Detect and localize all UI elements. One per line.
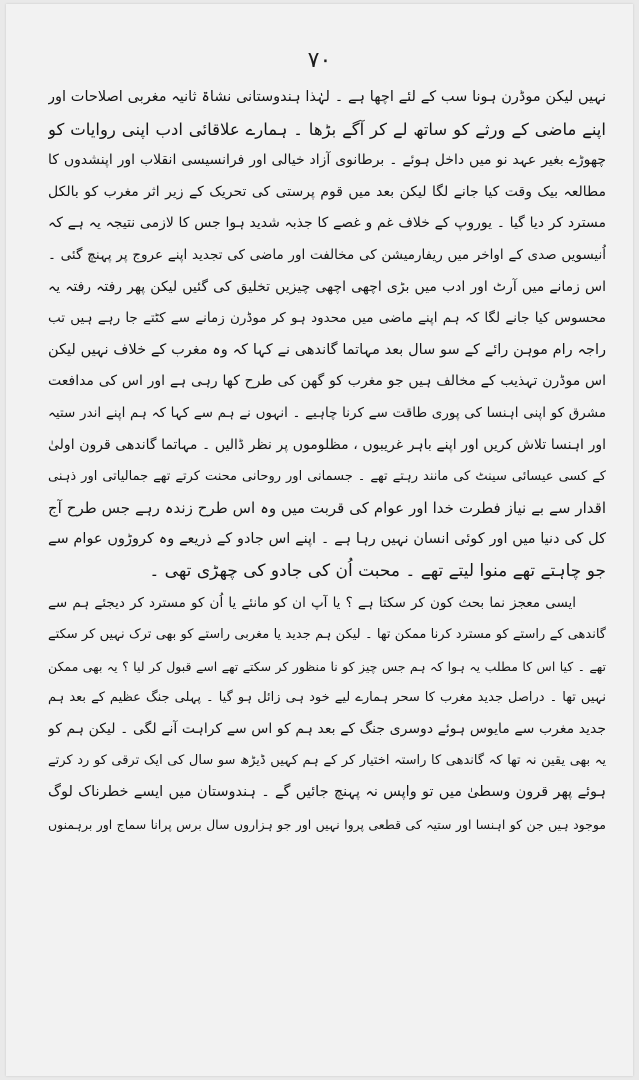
text-line: چھوڑے بغیر عہد نو میں داخل ہوئے ۔ برطانوی آزاد خیالی اور فرانسیسی انقلاب اور اپنشدوں کا [48, 152, 606, 169]
text-line: کل کی دنیا میں اور کوئی انسان نہیں رہا ہے ۔ اپنے اس جادو کے ذریعے وہ کروڑوں عوام سے [48, 531, 606, 548]
text-line: مشرق کو اپنی اہنسا کی پوری طاقت سے کرنا چاہیے ۔ انہوں نے ہم سے کہا کہ ہم اپنے اندر ستیہ [48, 404, 606, 421]
paragraph-2 [48, 588, 606, 841]
text-line: اور اہنسا تلاش کریں اور اپنے باہر غریبوں ، مظلوموں پر نظر ڈالیں ۔ مہاتما گاندھی قرون اولیٰ [48, 436, 606, 453]
text-line: محسوس کیا جانے لگا کہ ہم اپنے ماضی میں محدود ہو کر موڈرن زمانے سے کٹتے جا رہے ہیں تب [48, 310, 606, 327]
text-line: جدید مغرب سے مایوس ہوئے دوسری جنگ کے بعد ہم کو اس سے کراہت آنے لگی ۔ لیکن ہم کو [48, 720, 606, 737]
text-line: اپنے ماضی کے ورثے کو ساتھ لے کر آگے بڑھا ۔ ہمارے علاقائی ادب اپنی روایات کو [48, 119, 606, 139]
text-line: راجہ رام موہن رائے کے سو سال بعد مہاتما گاندھی نے کہا کہ وہ مغرب کے خلاف نہیں لیکن [48, 341, 606, 358]
text-line: ہوئے پھر قرون وسطیٰ میں تو واپس نہ پہنچ جائیں گے ۔ ہندوستان میں ایسے خطرناک لوگ [48, 784, 606, 801]
text-line: کے کسی عیسائی سینٹ کی مانند رہتے تھے ۔ جسمانی اور روحانی محنت کرتے تھے جمالیاتی اور ذہنی [48, 469, 606, 485]
text-line: موجود ہیں جن کو اہنسا اور ستیہ کی قطعی پروا نہیں اور جو ہزاروں سال برس پرانا سماج اور برہمنوں [48, 816, 606, 832]
body-text [48, 82, 606, 840]
page-number: ۷۰ [307, 48, 332, 73]
text-line: ایسی معجز نما بحث کون کر سکتا ہے ؟ یا آپ ان کو مانئے یا اُن کو مسترد کر دیجئے ہم سے [48, 594, 576, 611]
text-line: اس زمانے میں آرٹ اور ادب میں بڑی اچھی اچھی چیزیں تخلیق کی گئیں لیکن پھر رفتہ رفتہ یہ [48, 278, 606, 295]
text-line: مسترد کر دیا گیا ۔ یوروپ کے خلاف غم و غصے کا جذبہ شدید ہوا جس کا لازمی نتیجہ یہ ہے کہ [48, 215, 606, 232]
text-line: مطالعہ بیک وقت کیا جانے لگا لیکن بعد میں قوم پرستی کی تحریک کے زیر اثر مغرب کو بالکل [48, 183, 606, 200]
text-line: نہیں لیکن موڈرن ہونا سب کے لئے اچھا ہے ۔ لہٰذا ہندوستانی نشاۃ ثانیہ مغربی اصلاحات اور [48, 89, 606, 105]
text-line: یہ بھی یقین نہ تھا کہ گاندھی کا راستہ اختیار کر کے ہم کہیں ڈیڑھ سو سال کی ایک ترقی کو رد کرتے [48, 753, 606, 769]
text-line: تھے ۔ کیا اس کا مطلب یہ ہوا کہ ہم جس چیز کو نا منظور کر سکتے تھے اسے قبول کر لیا ؟ یہ بھی ممکن [48, 658, 606, 674]
text-line: اُنیسویں صدی کے اواخر میں ریفارمیشن کی مخالفت اور ماضی کی تجدید اپنے عروج پر پہنچ گئی ۔ [48, 246, 606, 263]
text-line: اقدار سے بے نیاز فطرت خدا اور عوام کی قربت میں وہ اس طرح زندہ رہے جس طرح آج [48, 498, 606, 517]
paragraph-1 [48, 82, 606, 588]
text-line: نہیں تھا ۔ دراصل جدید مغرب کا سحر ہمارے لیے خود ہی زائل ہو گیا ۔ پہلی جنگ عظیم کے بعد ہم [48, 690, 606, 706]
text-line: گاندھی کے راستے کو مسترد کرنا ممکن تھا ۔ لیکن ہم جدید یا مغربی راستے کو بھی ترک نہیں کر سکتے [48, 627, 606, 643]
book-page [6, 4, 633, 1076]
text-line: اس موڈرن تہذیب کے مخالف ہیں جو مغرب کو گھن کی طرح کھا رہی ہے اور اس کی مدافعت [48, 373, 606, 390]
text-line: جو چاہتے تھے منوا لیتے تھے ۔ محبت اُن کی جادو کی چھڑی تھی ۔ [149, 560, 606, 581]
